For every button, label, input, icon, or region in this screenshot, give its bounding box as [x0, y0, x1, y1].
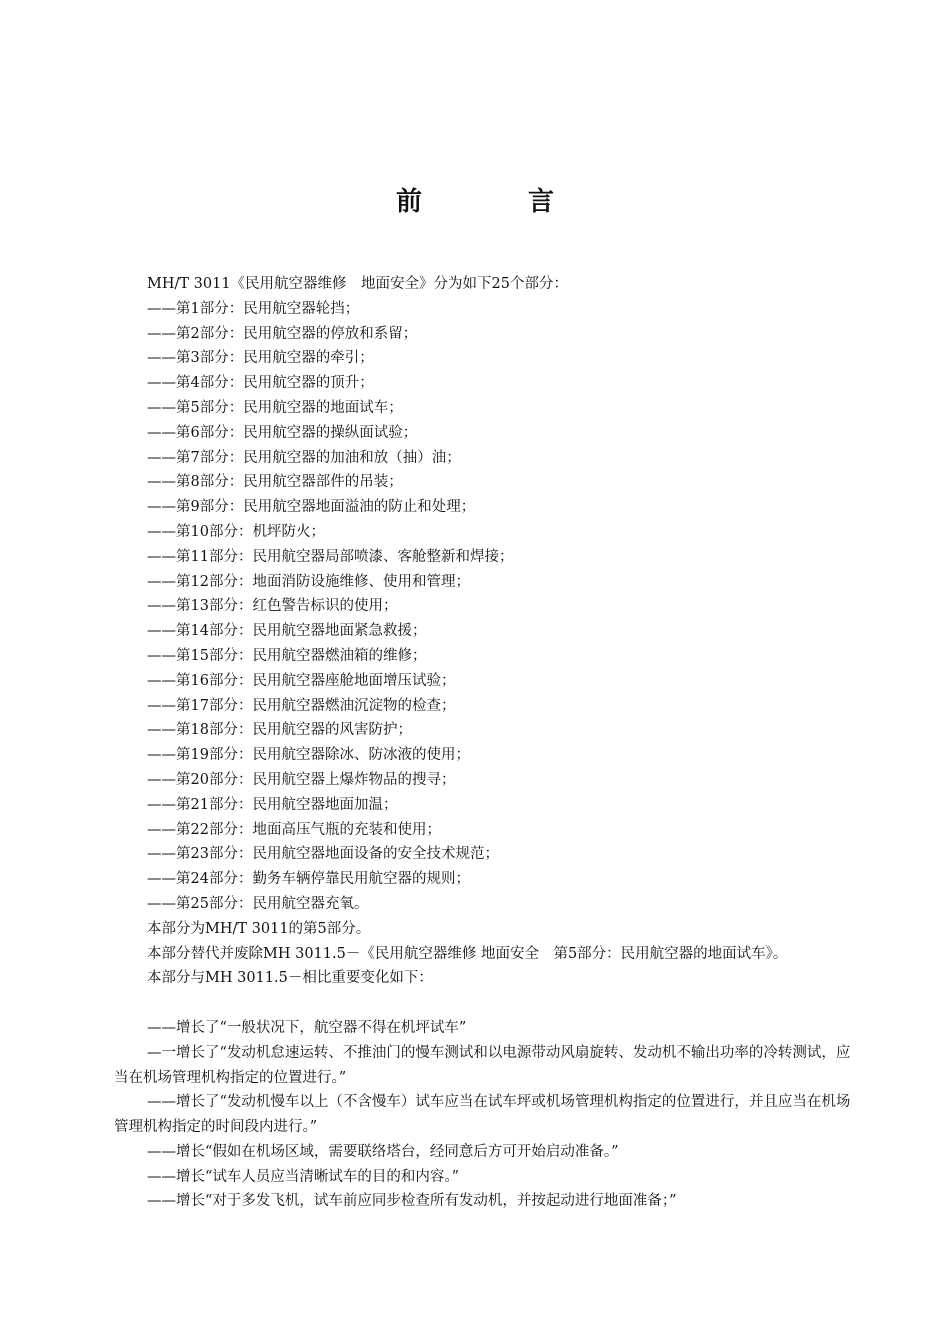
change-item: ——增长“对于多发飞机，试车前应同步检查所有发动机，并按起动进行地面准备；” — [147, 1193, 677, 1210]
list-item: ——第1部分：民用航空器轮挡； — [147, 300, 360, 317]
replaces-paragraph: 本部分替代并废除MH 3011.5－《民用航空器维修 地面安全 第5部分：民用航空器的地面试车》。 — [147, 945, 788, 962]
list-item: ——第21部分：民用航空器地面加温； — [147, 796, 398, 813]
changes-intro-line: 本部分与MH 3011.5－相比重要变化如下： — [147, 970, 433, 987]
intro-line: MH/T 3011《民用航空器维修 地面安全》分为如下25个部分： — [147, 276, 569, 292]
list-item: ——第12部分：地面消防设施维修、使用和管理； — [147, 573, 470, 590]
list-item: ——第14部分：民用航空器地面紧急救援； — [147, 623, 427, 640]
list-item: ——第18部分：民用航空器的风害防护； — [147, 722, 412, 739]
list-item: ——第2部分：民用航空器的停放和系留； — [147, 325, 418, 342]
list-item: ——第16部分：民用航空器座舱地面增压试验； — [147, 672, 456, 689]
list-item: ——第7部分：民用航空器的加油和放（抽）油； — [147, 449, 461, 466]
this-part-line: 本部分为MH/T 3011的第5部分。 — [147, 920, 371, 937]
change-item: ——增长了“发动机慢车以上（不含慢车）试车应当在试车坪或机场管理机构指定的位置进行，并且应当在机场管理机构指定的时间段内进行。” — [114, 1094, 851, 1136]
list-item: ——第6部分：民用航空器的操纵面试验； — [147, 424, 418, 441]
changes-list — [114, 1016, 860, 1214]
list-item: ——第3部分：民用航空器的牵引； — [147, 350, 374, 367]
list-item: ——第11部分：民用航空器局部喷漆、客舱整新和焊接； — [147, 548, 514, 565]
list-item: ——第4部分：民用航空器的顶升； — [147, 375, 374, 392]
blank-line — [114, 991, 860, 1016]
parts-list — [114, 297, 860, 917]
change-item: —一增长了“发动机怠速运转、不推油门的慢车测试和以电源带动风扇旋转、发动机不输出功率的冷转测试，应当在机场管理机构指定的位置进行。” — [114, 1044, 851, 1086]
list-item: ——第23部分：民用航空器地面设备的安全技术规范； — [147, 846, 499, 863]
foreword-body — [114, 272, 860, 1214]
change-item: ——增长了“一般状况下，航空器不得在机坪试车” — [147, 1019, 467, 1036]
list-item: ——第24部分：勤务车辆停靠民用航空器的规则； — [147, 871, 470, 888]
page-title: 前 言 — [395, 187, 594, 217]
list-item: ——第8部分：民用航空器部件的吊装； — [147, 474, 403, 491]
list-item: ——第19部分：民用航空器除冰、防冰液的使用； — [147, 747, 470, 764]
change-item: ——增长“试车人员应当清晰试车的目的和内容。” — [147, 1168, 460, 1185]
list-item: ——第25部分：民用航空器充氧。 — [147, 895, 369, 912]
list-item: ——第15部分：民用航空器燃油箱的维修； — [147, 647, 427, 664]
list-item: ——第9部分：民用航空器地面溢油的防止和处理； — [147, 499, 476, 516]
list-item: ——第20部分：民用航空器上爆炸物品的搜寻； — [147, 771, 456, 788]
change-item: ——增长“假如在机场区域，需要联络塔台，经同意后方可开始启动准备。” — [147, 1143, 619, 1160]
list-item: ——第22部分：地面高压气瓶的充装和使用； — [147, 821, 441, 838]
list-item: ——第5部分：民用航空器的地面试车； — [147, 399, 403, 416]
list-item: ——第17部分：民用航空器燃油沉淀物的检查； — [147, 697, 456, 714]
list-item: ——第10部分：机坪防火； — [147, 523, 325, 540]
list-item: ——第13部分：红色警告标识的使用； — [147, 598, 398, 615]
